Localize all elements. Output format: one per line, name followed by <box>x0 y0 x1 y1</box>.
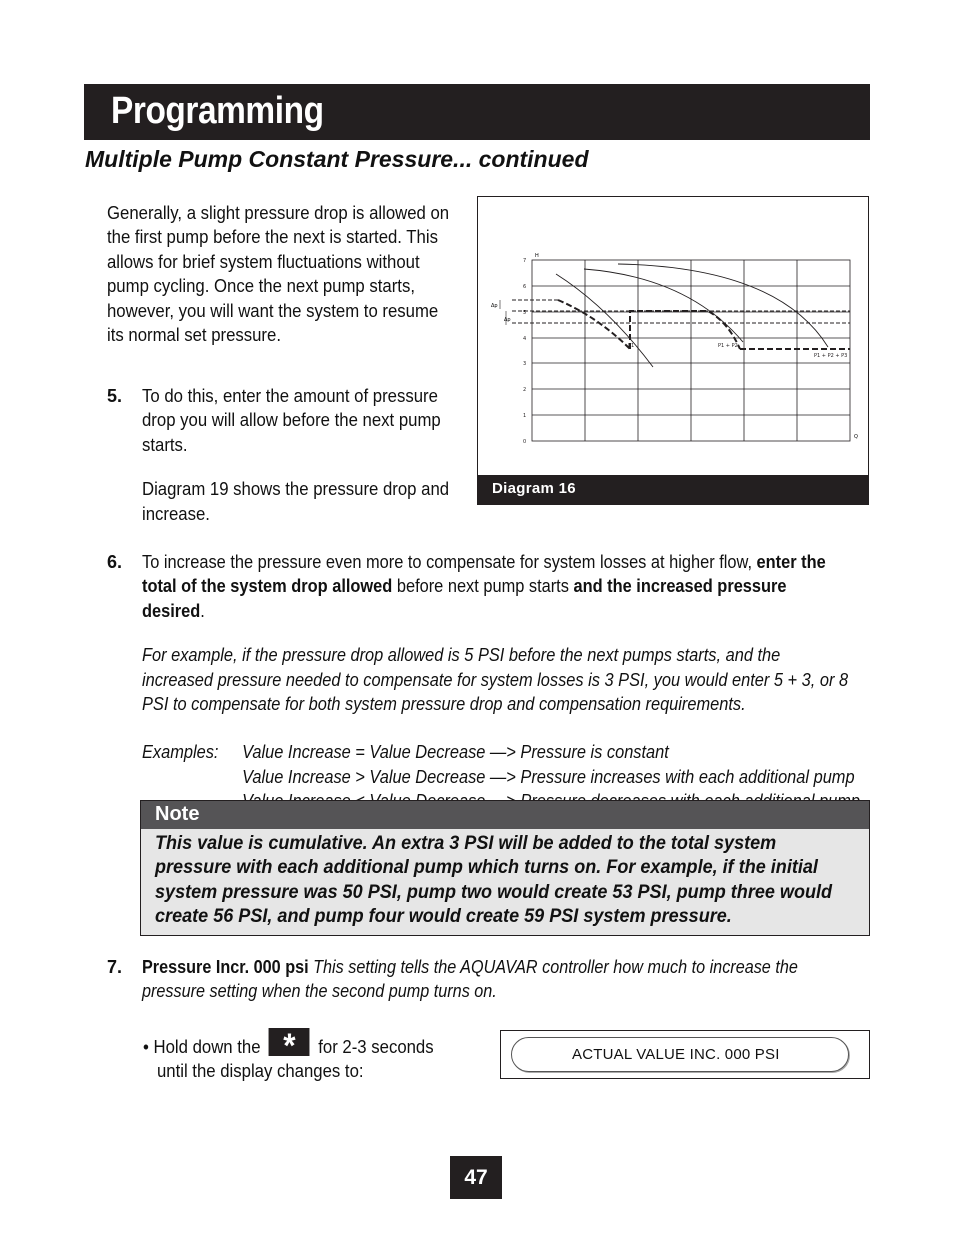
title-bar <box>84 84 870 140</box>
y-tick-1: 1 <box>523 413 527 419</box>
y-tick-4: 4 <box>523 336 527 342</box>
intro-paragraph: Generally, a slight pressure drop is allowed on the first pump before the next is started. This allows for brief system fluctuations without pump cycling. Once the next pump starts, however, you will want the system to resume its normal set pressure. <box>107 203 450 346</box>
display-text: ACTUAL VALUE INC. 000 PSI <box>572 1046 780 1063</box>
diagram-16 <box>477 196 869 505</box>
curve-label-p1: P1 <box>628 343 635 349</box>
delta-p-label-2: Δp <box>504 317 511 323</box>
note-body: This value is cumulative. An extra 3 PSI will be added to the total system pressure with each additional pump which turns on. For example, if the initial system pressure was 50 PSI, pump two would create 53 PSI, pump three would create 56 PSI, and pump four would create 59 PSI system pressure. <box>155 833 833 928</box>
pump-curves <box>556 264 828 367</box>
hold-key-instruction <box>143 1028 473 1084</box>
delta-p-label-1: Δp <box>491 303 498 309</box>
step-6-text-part-3: . <box>200 600 205 621</box>
chart-grid <box>532 260 850 441</box>
page-number: 47 <box>464 1166 488 1189</box>
bullet-prefix: • Hold down the <box>143 1037 261 1057</box>
pressure-reference-lines <box>512 300 850 323</box>
controller-display <box>500 1030 870 1079</box>
y-axis-label: H <box>535 253 539 259</box>
diagram-caption-bar <box>478 475 868 504</box>
bullet-suffix: for 2-3 seconds <box>318 1037 434 1057</box>
example-line-constant: Value Increase = Value Decrease —> Pressure is constant <box>242 742 669 763</box>
x-axis-label: Q <box>854 434 858 440</box>
note-box <box>140 800 870 936</box>
step-5-diagram-note: Diagram 19 shows the pressure drop and increase. <box>142 479 450 524</box>
note-header <box>141 801 869 829</box>
page-number-box <box>450 1156 502 1199</box>
step-6-text <box>142 550 852 623</box>
curve-label-p1-p2: P1 + P2 <box>718 343 738 349</box>
bullet-line-2: until the display changes to: <box>156 1061 364 1082</box>
pump-curve-chart <box>478 197 870 477</box>
diagram-caption: Diagram 16 <box>492 480 576 497</box>
examples-label: Examples: <box>142 742 219 763</box>
note-title: Note <box>155 803 200 825</box>
step-6-bold-2: and the increased pressure desired <box>142 576 787 621</box>
step-5-text: To do this, enter the amount of pressure drop you will allow before the next pump starts. <box>142 386 441 455</box>
y-tick-2: 2 <box>523 387 527 393</box>
curve-label-p1-p2-p3: P1 + P2 + P3 <box>814 353 848 359</box>
y-tick-3: 3 <box>523 361 527 367</box>
step-5-number: 5. <box>107 386 123 406</box>
y-tick-6: 6 <box>523 284 527 290</box>
step-7-setting-name: Pressure Incr. 000 psi <box>142 957 309 977</box>
display-screen <box>511 1037 849 1072</box>
step-6-example: For example, if the pressure drop allowed is 5 PSI before the next pumps starts, and the increased pressure needed to compensate for system losses is 3 PSI, you would enter 5 + 3, or 8 PSI to compensate for both system pressure drop and compensation requirements. <box>142 645 849 715</box>
y-tick-0: 0 <box>523 439 527 445</box>
step-6-text-part-2: before next pump starts <box>392 576 574 597</box>
step-6-text-part-1: To increase the pressure even more to compensate for system losses at higher flow, <box>142 552 757 572</box>
asterisk-key-icon[interactable]: * <box>269 1028 310 1056</box>
step-6-number: 6. <box>107 552 123 572</box>
step-6-bold-1: enter the total of the system drop allowed <box>142 552 826 597</box>
example-line-increase: Value Increase > Value Decrease —> Pressure increases with each additional pump <box>242 766 855 787</box>
y-tick-5: 5 <box>523 310 527 316</box>
y-tick-7: 7 <box>523 258 527 264</box>
section-subtitle: Multiple Pump Constant Pressure... continued <box>85 146 589 172</box>
step-7-number: 7. <box>107 957 123 977</box>
step-7-description: This setting tells the AQUAVAR controller how much to increase the pressure setting when the second pump turns on. <box>142 957 798 1002</box>
page-title: Programming <box>111 90 324 132</box>
